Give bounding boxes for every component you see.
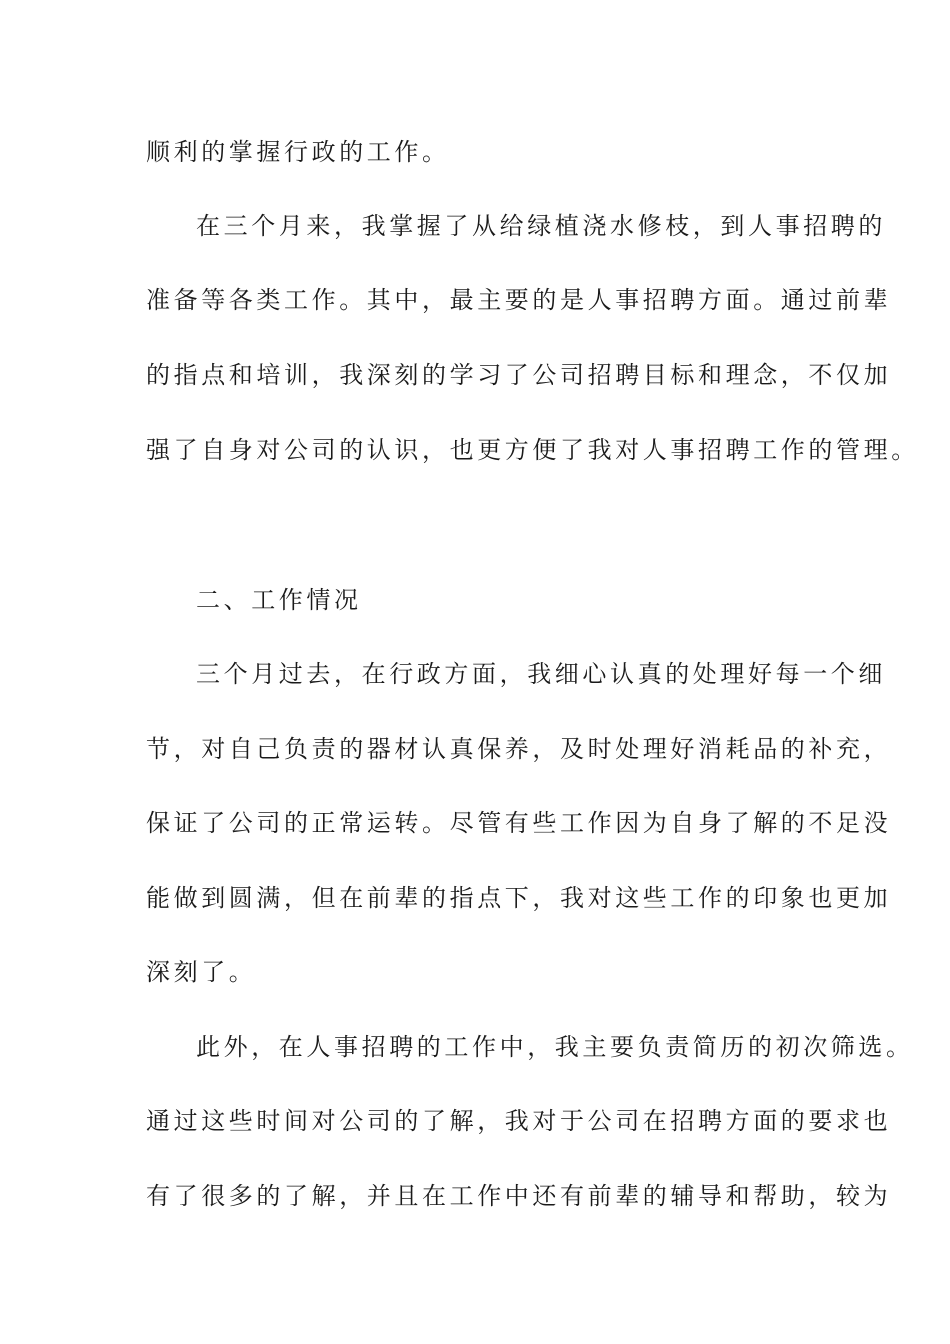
text-line: 通过这些时间对公司的了解，我对于公司在招聘方面的要求也 [146, 1107, 892, 1135]
paragraph-first-line: 在三个月来，我掌握了从给绿植浇水修枝，到人事招聘的 [196, 212, 886, 240]
text-line: 的指点和培训，我深刻的学习了公司招聘目标和理念，不仅加 [146, 361, 892, 389]
text-line: 顺利的掌握行政的工作。 [146, 138, 450, 166]
text-line: 强了自身对公司的认识，也更方便了我对人事招聘工作的管理。 [146, 436, 919, 464]
text-line: 准备等各类工作。其中，最主要的是人事招聘方面。通过前辈 [146, 286, 892, 314]
paragraph-first-line: 此外，在人事招聘的工作中，我主要负责简历的初次筛选。 [196, 1033, 914, 1061]
text-line: 有了很多的了解，并且在工作中还有前辈的辅导和帮助，较为 [146, 1182, 892, 1210]
section-heading: 二、工作情况 [196, 586, 362, 614]
paragraph-first-line: 三个月过去，在行政方面，我细心认真的处理好每一个细 [196, 660, 886, 688]
text-line: 节，对自己负责的器材认真保养，及时处理好消耗品的补充， [146, 735, 892, 763]
text-line: 深刻了。 [146, 958, 257, 986]
text-line: 保证了公司的正常运转。尽管有些工作因为自身了解的不足没 [146, 809, 892, 837]
text-line: 能做到圆满，但在前辈的指点下，我对这些工作的印象也更加 [146, 884, 892, 912]
